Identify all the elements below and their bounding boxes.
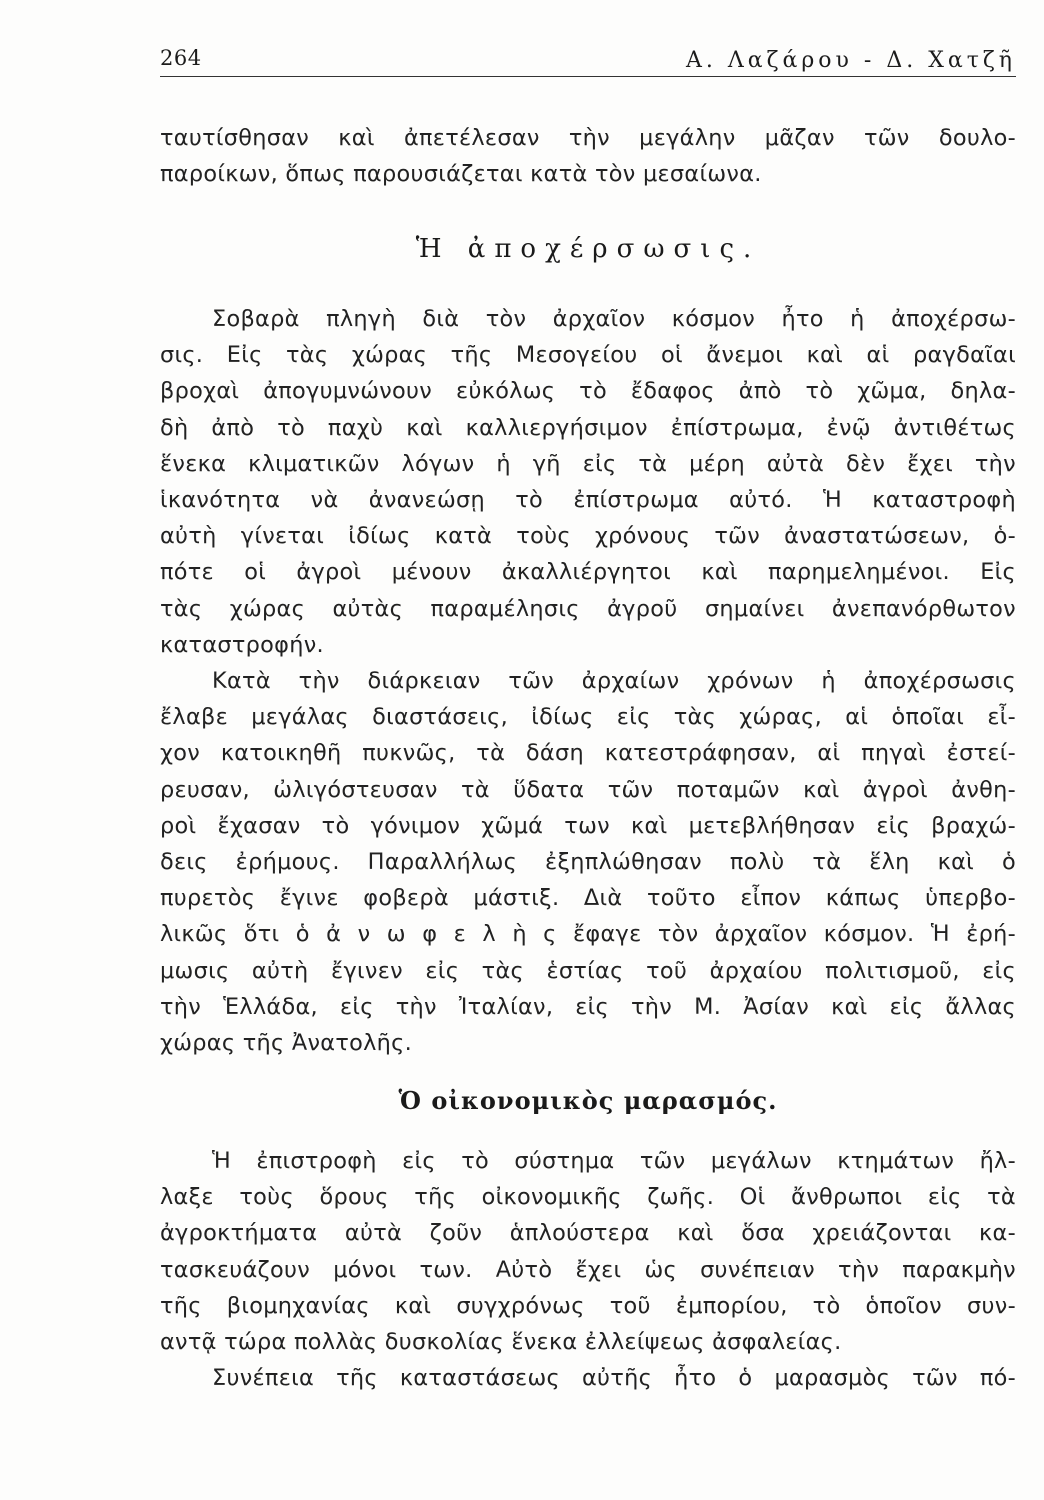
text-line: Σοβαρὰ πληγὴ διὰ τὸν ἀρχαῖον κόσμον ἦτο ἡ ἀποχέρσω- bbox=[212, 306, 1016, 332]
text-line: βροχαὶ ἀπογυμνώνουν εὐκόλως τὸ ἔδαφος ἀπὸ τὸ χῶμα, δηλα- bbox=[160, 378, 1016, 405]
text-line: ἔλαβε μεγάλας διαστάσεις, ἰδίως εἰς τὰς χώρας, αἱ ὁποῖαι εἶ- bbox=[160, 704, 1016, 731]
text-line: Συνέπεια τῆς καταστάσεως αὐτῆς ἦτο ὁ μαρασμὸς τῶν πό- bbox=[212, 1365, 1016, 1391]
text-line: δεις ἐρήμους. Παραλλήλως ἐξηπλώθησαν πολὺ τὰ ἕλη καὶ ὁ bbox=[160, 848, 1016, 875]
text-line: τὴν Ἑλλάδα, εἰς τὴν Ἰταλίαν, εἰς τὴν Μ. Ἀσίαν καὶ εἰς ἄλλας bbox=[160, 993, 1016, 1020]
apochersosis-paragraph-2 bbox=[160, 663, 1016, 1061]
text-line: ταυτίσθησαν καὶ ἀπετέλεσαν τὴν μεγάλην μᾶζαν τῶν δουλο- bbox=[160, 125, 1016, 151]
text-line: δὴ ἀπὸ τὸ παχὺ καὶ καλλιεργήσιμον ἐπίστρωμα, ἐνῷ ἀντιθέτως bbox=[160, 414, 1016, 441]
text-line: χώρας τῆς Ἀνατολῆς. bbox=[160, 1029, 413, 1056]
text-line: καταστροφήν. bbox=[160, 631, 324, 658]
text-line: τασκευάζουν μόνοι των. Αὐτὸ ἔχει ὡς συνέπειαν τὴν παρακμὴν bbox=[160, 1256, 1016, 1283]
apochersosis-paragraph-1 bbox=[160, 301, 1016, 663]
text-line: σις. Εἰς τὰς χώρας τῆς Μεσογείου οἱ ἄνεμοι καὶ αἱ ραγδαῖαι bbox=[160, 342, 1016, 369]
text-line: πυρετὸς ἔγινε φοβερὰ μάστιξ. Διὰ τοῦτο εἶπον κάπως ὑπερβο- bbox=[160, 885, 1016, 912]
marasmos-paragraph-1 bbox=[160, 1143, 1016, 1360]
text-line: Ἡ ἐπιστροφὴ εἰς τὸ σύστημα τῶν μεγάλων κτημάτων ἤλ- bbox=[212, 1148, 1016, 1174]
running-head bbox=[160, 46, 1016, 77]
text-line: αὐτὴ γίνεται ἰδίως κατὰ τοὺς χρόνους τῶν ἀναστατώσεων, ὁ- bbox=[160, 523, 1016, 550]
text-line: Κατὰ τὴν διάρκειαν τῶν ἀρχαίων χρόνων ἡ ἀποχέρσωσις bbox=[212, 668, 1016, 694]
section-heading-apochersosis: Ἡ ἀποχέρσωσις. bbox=[415, 234, 761, 264]
text-line: παροίκων, ὅπως παρουσιάζεται κατὰ τὸν μεσαίωνα. bbox=[160, 161, 762, 188]
text-line: ἕνεκα κλιματικῶν λόγων ἡ γῆ εἰς τὰ μέρη αὐτὰ δὲν ἔχει τὴν bbox=[160, 450, 1016, 477]
page-number: 264 bbox=[160, 46, 202, 70]
text-line: μωσις αὐτὴ ἔγινεν εἰς τὰς ἑστίας τοῦ ἀρχαίου πολιτισμοῦ, εἰς bbox=[160, 957, 1016, 984]
text-line: λικῶς ὅτι ὁ ἀ ν ω φ ε λ ὴ ς ἔφαγε τὸν ἀρχαῖον κόσμον. Ἡ ἐρή- bbox=[160, 921, 1016, 948]
text-line: πότε οἱ ἀγροὶ μένουν ἀκαλλιέργητοι καὶ παρημελημένοι. Εἰς bbox=[160, 559, 1016, 586]
text-line: χον κατοικηθῆ πυκνῶς, τὰ δάση κατεστράφησαν, αἱ πηγαὶ ἐστεί- bbox=[160, 740, 1016, 767]
text-line: ἀγροκτήματα αὐτὰ ζοῦν ἁπλούστερα καὶ ὅσα χρειάζονται κα- bbox=[160, 1220, 1016, 1247]
text-line: τῆς βιομηχανίας καὶ συγχρόνως τοῦ ἐμπορίου, τὸ ὁποῖον συν- bbox=[160, 1292, 1016, 1319]
author-names: Α. Λαζάρου - Δ. Χατζῆ bbox=[685, 48, 1016, 73]
text-line: ροὶ ἔχασαν τὸ γόνιμον χῶμά των καὶ μετεβλήθησαν εἰς βραχώ- bbox=[160, 812, 1016, 839]
intro-paragraph bbox=[160, 120, 1016, 192]
text-line: τὰς χώρας αὐτὰς παραμέλησις ἀγροῦ σημαίνει ἀνεπανόρθωτον bbox=[160, 595, 1016, 622]
section-heading-oikonomikos-marasmos: Ὁ οἰκονομικὸς μαρασμός. bbox=[398, 1086, 778, 1115]
text-line: ἱκανότητα νὰ ἀνανεώσῃ τὸ ἐπίστρωμα αὐτό. Ἡ καταστροφὴ bbox=[160, 486, 1016, 513]
text-line: αντᾷ τώρα πολλὰς δυσκολίας ἕνεκα ἐλλείψεως ἀσφαλείας. bbox=[160, 1328, 842, 1355]
text-line: λαξε τοὺς ὅρους τῆς οἰκονομικῆς ζωῆς. Οἱ ἄνθρωποι εἰς τὰ bbox=[160, 1184, 1016, 1211]
marasmos-paragraph-2 bbox=[160, 1360, 1016, 1396]
text-line: ρευσαν, ὠλιγόστευσαν τὰ ὕδατα τῶν ποταμῶν καὶ ἀγροὶ ἀνθη- bbox=[160, 776, 1016, 803]
